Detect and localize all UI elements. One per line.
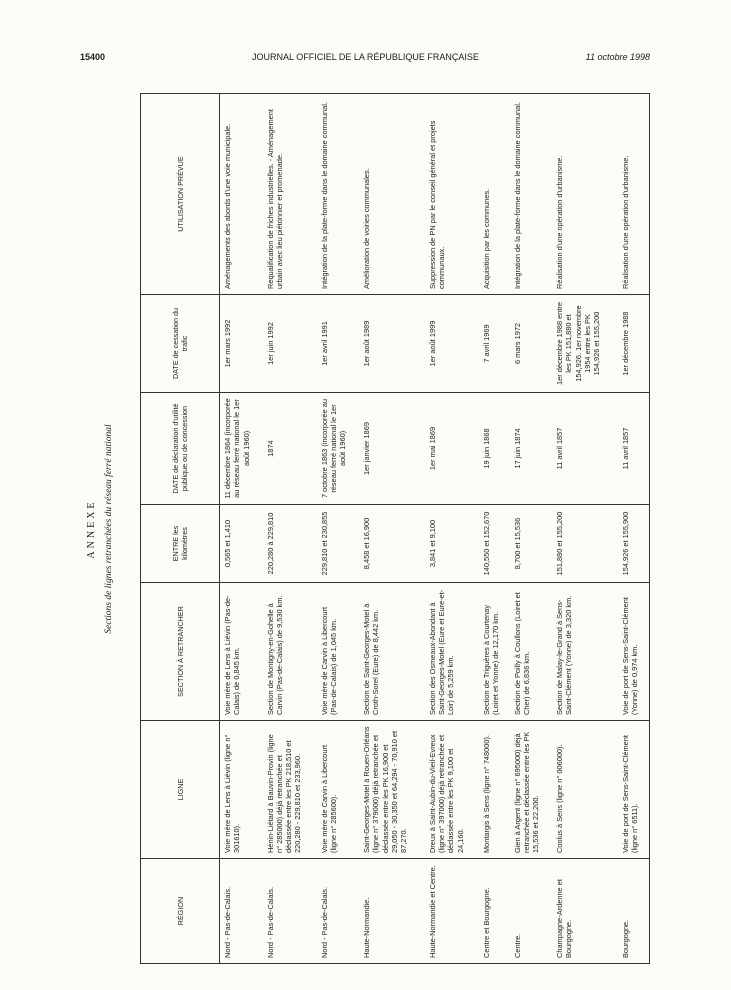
cell-date-declaration: 7 octobre 1863 (incorporée au réseau ferré national le 1er août 1960) (317, 393, 359, 505)
cell-utilisation: Aménagements des abords d'une voie municipale. (220, 94, 263, 295)
cell-section: Section de Saint-Georges-Motel à Croth-Sorel (Eure) de 8,442 km. (359, 583, 425, 721)
cell-section: Section de Triguères à Courtenay (Loiret et Yonne) de 12,170 km. (479, 583, 510, 721)
cell-section: Section des Osmeaux-Abondant à Saint-Georges-Motel (Eure et Eure-et-Loir) de 5,259 km. (425, 583, 479, 721)
cell-date-declaration: 19 juin 1868 (479, 393, 510, 505)
cell-date-cessation: 1er décembre 1988 entre les PK 151,880 et 154,926. 1er novembre 1954 entre les PK 154,926 et 155,200 (552, 295, 618, 393)
cell-date-declaration: 11 avril 1857 (618, 393, 650, 505)
cell-date-declaration: 1er janvier 1869 (359, 393, 425, 505)
cell-ligne: Gien à Argent (ligne n° 695000) déjà retranchée et déclassée entre les PK 15,536 et 22,200. (510, 721, 552, 859)
cell-date-declaration: 1er mai 1869 (425, 393, 479, 505)
cell-utilisation: Requalification de friches industrielles. - Aménagement urbain avec lieu piétonnier et promenade. (263, 94, 317, 295)
annexe-block (80, 94, 652, 964)
cell-km: 229,810 et 230,855 (317, 505, 359, 583)
cell-ligne: Voie de port de Sens-Saint-Clément (ligne n° 6511). (618, 721, 650, 859)
cell-date-cessation: 7 avril 1969 (479, 295, 510, 393)
table-row (317, 94, 359, 964)
cell-section: Voie de port de Sens-Saint-Clément (Yonne) de 0,974 km. (618, 583, 650, 721)
cell-date-declaration: 1874 (263, 393, 317, 505)
cell-utilisation: Réalisation d'une opération d'urbanisme. (618, 94, 650, 295)
cell-km: 8,458 et 16,900 (359, 505, 425, 583)
cell-km: 0,565 et 1,410 (220, 505, 263, 583)
cell-date-cessation: 1er août 1999 (425, 295, 479, 393)
journal-title: JOURNAL OFFICIEL DE LA RÉPUBLIQUE FRANÇAISE (252, 52, 479, 62)
cell-km: 220,280 à 229,810 (263, 505, 317, 583)
lines-table (140, 93, 650, 964)
cell-region: Haute-Normandie. (359, 859, 425, 964)
cell-section: Voie mère de Carvin à Libercourt (Pas-de-Calais) de 1,045 km. (317, 583, 359, 721)
cell-region: Centre et Bourgogne. (479, 859, 510, 964)
table-row (479, 94, 510, 964)
cell-utilisation: Acquisition par les communes. (479, 94, 510, 295)
cell-region: Nord - Pas-de-Calais. (263, 859, 317, 964)
cell-km: 140,550 et 152,670 (479, 505, 510, 583)
cell-region: Bourgogne. (618, 859, 650, 964)
cell-region: Nord - Pas-de-Calais. (220, 859, 263, 964)
table-row (552, 94, 618, 964)
cell-date-cessation: 6 mars 1972 (510, 295, 552, 393)
page-number: 15400 (80, 52, 106, 62)
col-header-section: SECTION À RETRANCHER (141, 583, 220, 721)
annexe-title: ANNEXE (86, 499, 97, 559)
cell-utilisation: Suppression de PN par le conseil général et projets communaux. (425, 94, 479, 295)
cell-ligne: Voie mère de Carvin à Libercourt (ligne n° 285600). (317, 721, 359, 859)
cell-section: Section de Malay-le-Grand à Sens-Saint-Clément (Yonne) de 3,320 km. (552, 583, 618, 721)
col-header-region: RÉGION (141, 859, 220, 964)
cell-date-declaration: 11 avril 1857 (552, 393, 618, 505)
table-row (220, 94, 263, 964)
cell-ligne: Coolus à Sens (ligne n° 006000). (552, 721, 618, 859)
cell-date-declaration: 11 décembre 1864 (incorporée au réseau ferré national le 1er août 1960) (220, 393, 263, 505)
cell-region: Centre. (510, 859, 552, 964)
cell-km: 154,926 et 155,900 (618, 505, 650, 583)
cell-utilisation: Réalisation d'une opération d'urbanisme. (552, 94, 618, 295)
cell-utilisation: Intégration de la plate-forme dans le domaine communal. (317, 94, 359, 295)
table-header-row (141, 94, 220, 964)
cell-section: Section de Poilly à Coullons (Loiret et Cher) de 6,836 km. (510, 583, 552, 721)
cell-ligne: Saint-Georges-Motel à Rouen-Orléans (ligne n° 379000) déjà retranchée et déclassée entre les PK 16,900 et 29,050 - 30,350 et 64,294 - 70,910 et 87,270. (359, 721, 425, 859)
annexe-subtitle: Sections de lignes retranchées du réseau ferré national (104, 424, 114, 634)
cell-date-cessation: 1er décembre 1988 (618, 295, 650, 393)
col-header-entre: ENTRE les kilomètres (141, 505, 220, 583)
table-row (359, 94, 425, 964)
col-header-date-cessation: DATE de cessation du trafic (141, 295, 220, 393)
cell-date-cessation: 1er juin 1992 (263, 295, 317, 393)
cell-utilisation: Intégration de la plate-forme dans le domaine communal. (510, 94, 552, 295)
col-header-ligne: LIGNE (141, 721, 220, 859)
table-row (425, 94, 479, 964)
issue-date: 11 octobre 1998 (585, 52, 650, 62)
table-row (510, 94, 552, 964)
table-row (618, 94, 650, 964)
cell-ligne: Montargis à Sens (ligne n° 748000). (479, 721, 510, 859)
cell-km: 3,841 et 9,100 (425, 505, 479, 583)
cell-region: Nord - Pas-de-Calais. (317, 859, 359, 964)
cell-date-cessation: 1er mars 1992 (220, 295, 263, 393)
cell-date-declaration: 17 juin 1874 (510, 393, 552, 505)
cell-date-cessation: 1er août 1989 (359, 295, 425, 393)
cell-ligne: Dreux à Saint-Aubin-du-Vieil-Evreux (ligne n° 397000) déjà retranchée et déclassée entre les PK 9,100 et 24,160. (425, 721, 479, 859)
cell-section: Section de Montigny-en-Gohelle à Carvin (Pas-de-Calais) de 9,530 km. (263, 583, 317, 721)
cell-km: 8,700 et 15,536 (510, 505, 552, 583)
cell-ligne: Voie mère de Lens à Liévin (ligne n° 301610). (220, 721, 263, 859)
table-row (263, 94, 317, 964)
cell-utilisation: Amélioration de voiries communales. (359, 94, 425, 295)
col-header-utilisation: UTILISATION PRÉVUE (141, 94, 220, 295)
cell-region: Haute-Normandie et Centre. (425, 859, 479, 964)
cell-region: Champagne-Ardenne et Bourgogne. (552, 859, 618, 964)
col-header-date-declaration: DATE de déclaration d'utilité publique ou de concession (141, 393, 220, 505)
cell-section: Voie mère de Lens à Liévin (Pas-de-Calais) de 0,845 km. (220, 583, 263, 721)
cell-date-cessation: 1er avril 1991 (317, 295, 359, 393)
cell-ligne: Hénin-Liétard à Bauvin-Provin (ligne n° 285000) déjà retranchée et déclassée entre les PK 218,510 et 220,280 - 229,810 et 233,960. (263, 721, 317, 859)
cell-km: 151,880 et 155,200 (552, 505, 618, 583)
